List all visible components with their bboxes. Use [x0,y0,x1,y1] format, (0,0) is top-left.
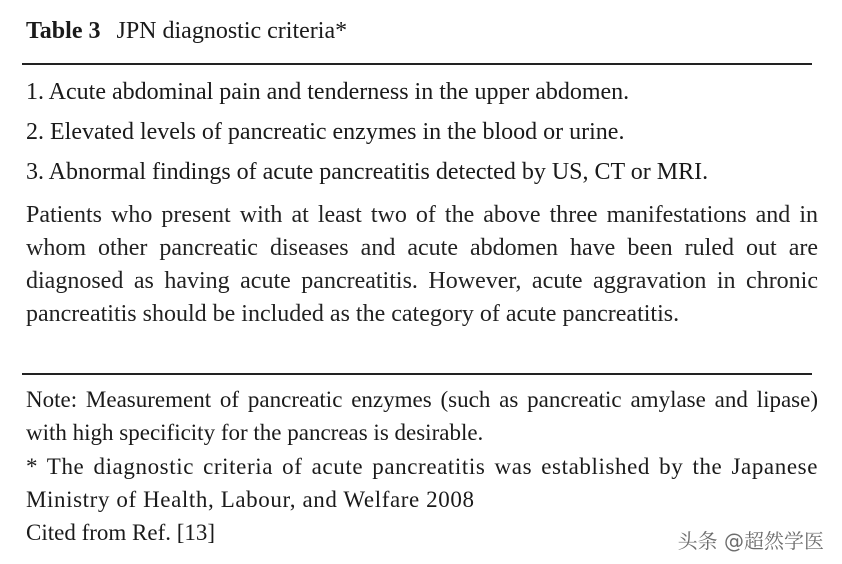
citation: Cited from Ref. [13] [26,520,216,545]
criterion-item: 2. Elevated levels of pancreatic enzymes in the blood or urine. [26,119,625,145]
watermark: 头条 @超然学医 [677,529,824,553]
table-number: Table 3 [26,18,101,44]
diagnosis-paragraph: Patients who present with at least two of the above three manifestations and in whom other pancreatic diseases and acute abdomen have been ruled out are diagnosed as having acute pancreatitis. However, acute aggravation in chronic pancreatitis should be included as the category of acute pancreatitis. [26,202,818,327]
criteria-list [26,72,816,192]
table-footnote: * The diagnostic criteria of acute pancreatitis was established by the Japanese Ministry of Health, Labour, and Welfare 2008 [26,454,818,512]
criterion-item: 1. Acute abdominal pain and tenderness in the upper abdomen. [26,79,630,105]
table-caption [26,14,347,48]
table-note: Note: Measurement of pancreatic enzymes (such as pancreatic amylase and lipase) with high specificity for the pancreas is desirable. [26,387,818,445]
table-title: JPN diagnostic criteria* [116,18,348,44]
criterion-item: 3. Abnormal findings of acute pancreatitis detected by US, CT or MRI. [26,159,709,185]
bottom-rule [22,373,812,375]
top-rule [22,63,812,65]
